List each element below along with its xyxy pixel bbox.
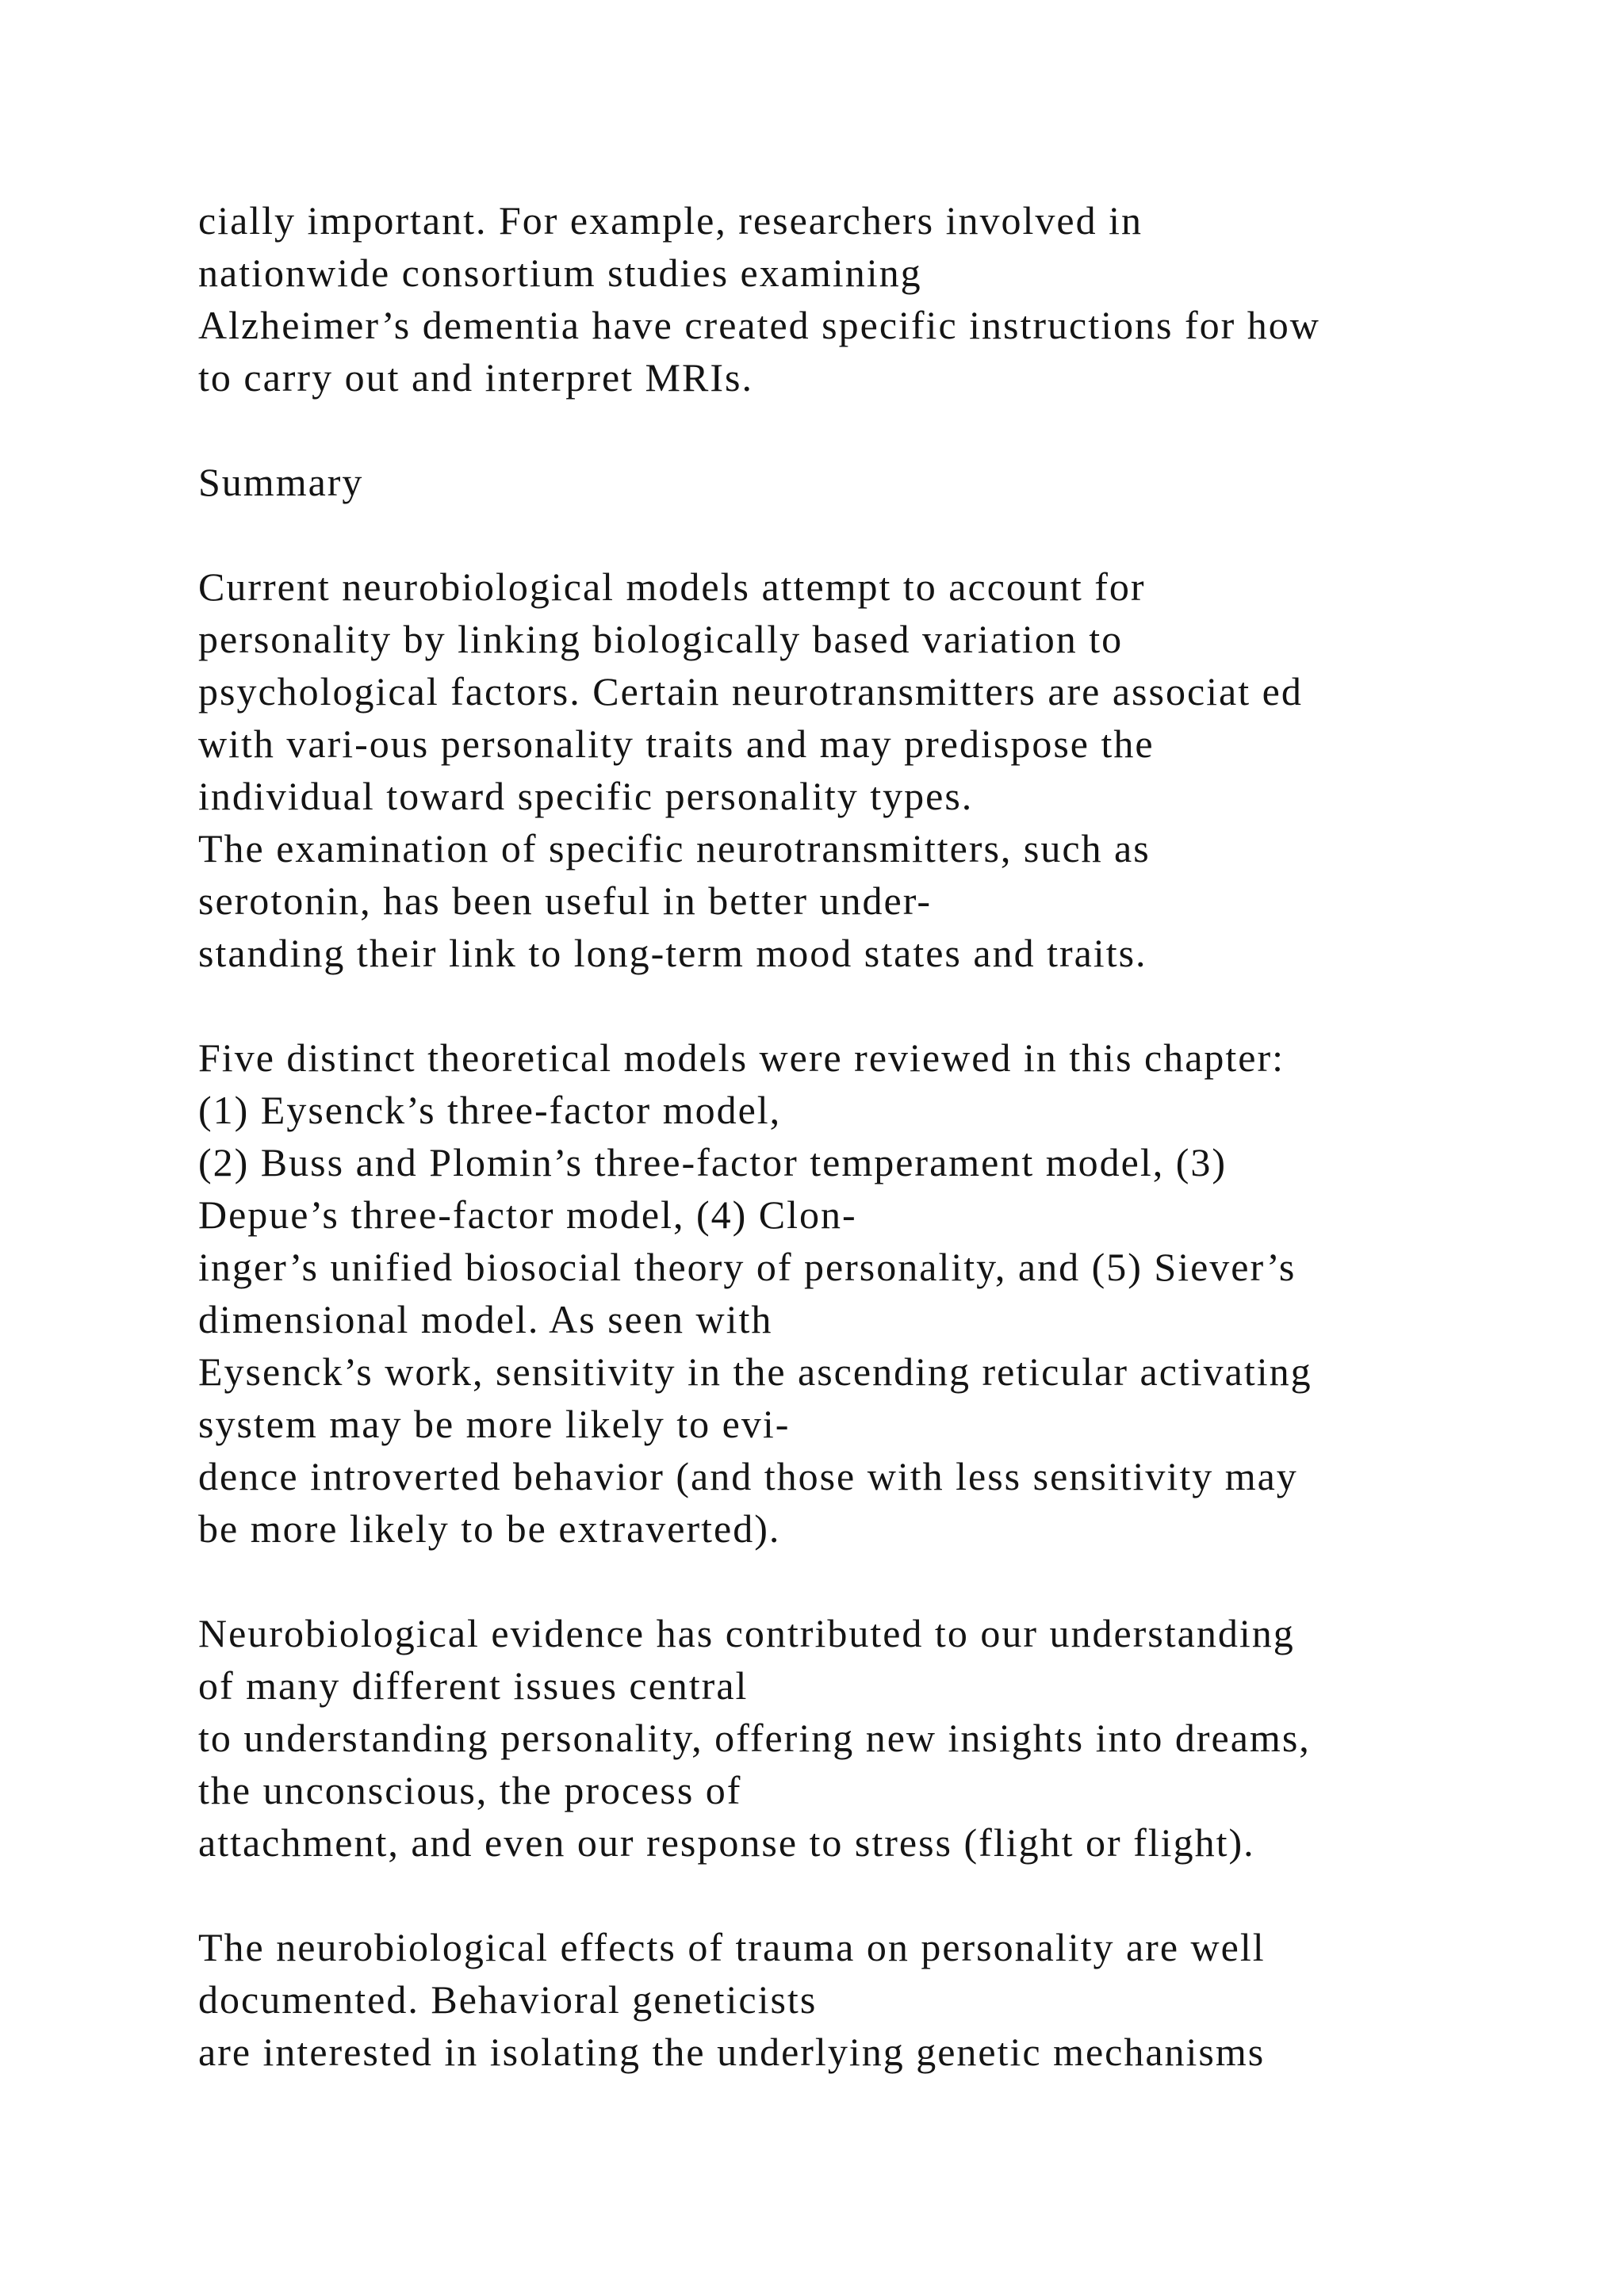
text-line: The examination of specific neurotransmitters, such as xyxy=(198,826,1151,871)
text-line: Five distinct theoretical models were reviewed in this chapter: xyxy=(198,1035,1285,1080)
text-line: Eysenck’s work, sensitivity in the ascending reticular activating xyxy=(198,1349,1312,1394)
text-line: (2) Buss and Plomin’s three-factor temperament model, (3) xyxy=(198,1140,1228,1184)
paragraph-five-models xyxy=(198,1031,1594,1555)
paragraph-trauma-effects xyxy=(198,1921,1594,2078)
paragraph-neurobiological-models xyxy=(198,561,1594,979)
heading-text: Summary xyxy=(198,460,364,504)
text-line: Depue’s three-factor model, (4) Clon- xyxy=(198,1192,857,1237)
section-heading-summary xyxy=(198,456,1594,508)
text-line: (1) Eysenck’s three-factor model, xyxy=(198,1088,782,1132)
text-line: are interested in isolating the underlying genetic mechanisms xyxy=(198,2030,1266,2074)
text-line: standing their link to long-term mood states and traits. xyxy=(198,931,1147,975)
text-line: to carry out and interpret MRIs. xyxy=(198,355,753,400)
text-line: The neurobiological effects of trauma on personality are well xyxy=(198,1925,1266,1969)
text-line: cially important. For example, researchers involved in xyxy=(198,198,1143,243)
text-line: dimensional model. As seen with xyxy=(198,1297,773,1341)
text-line: to understanding personality, offering new insights into dreams, xyxy=(198,1716,1311,1760)
text-line: attachment, and even our response to stress (flight or flight). xyxy=(198,1820,1255,1865)
text-line: personality by linking biologically based variation to xyxy=(198,617,1124,661)
text-line: Alzheimer’s dementia have created specific instructions for how xyxy=(198,303,1320,347)
paragraph-intro xyxy=(198,194,1594,404)
document-body xyxy=(198,194,1594,2130)
text-line: Neurobiological evidence has contributed to our understanding xyxy=(198,1611,1295,1655)
text-line: be more likely to be extraverted). xyxy=(198,1506,781,1551)
text-line: individual toward specific personality types. xyxy=(198,774,974,818)
text-line: dence introverted behavior (and those with less sensitivity may xyxy=(198,1454,1298,1498)
text-line: with vari-ous personality traits and may predispose the xyxy=(198,721,1155,766)
text-line: of many different issues central xyxy=(198,1663,749,1708)
text-line: nationwide consortium studies examining xyxy=(198,251,922,295)
text-line: system may be more likely to evi- xyxy=(198,1402,791,1446)
paragraph-neurobiological-evidence xyxy=(198,1607,1594,1869)
text-line: psychological factors. Certain neurotransmitters are associat ed xyxy=(198,669,1303,714)
text-line: documented. Behavioral geneticists xyxy=(198,1977,818,2022)
text-line: serotonin, has been useful in better under- xyxy=(198,878,933,923)
text-line: Current neurobiological models attempt to account for xyxy=(198,564,1146,609)
text-line: inger’s unified biosocial theory of personality, and (5) Siever’s xyxy=(198,1245,1297,1289)
text-line: the unconscious, the process of xyxy=(198,1768,742,1812)
